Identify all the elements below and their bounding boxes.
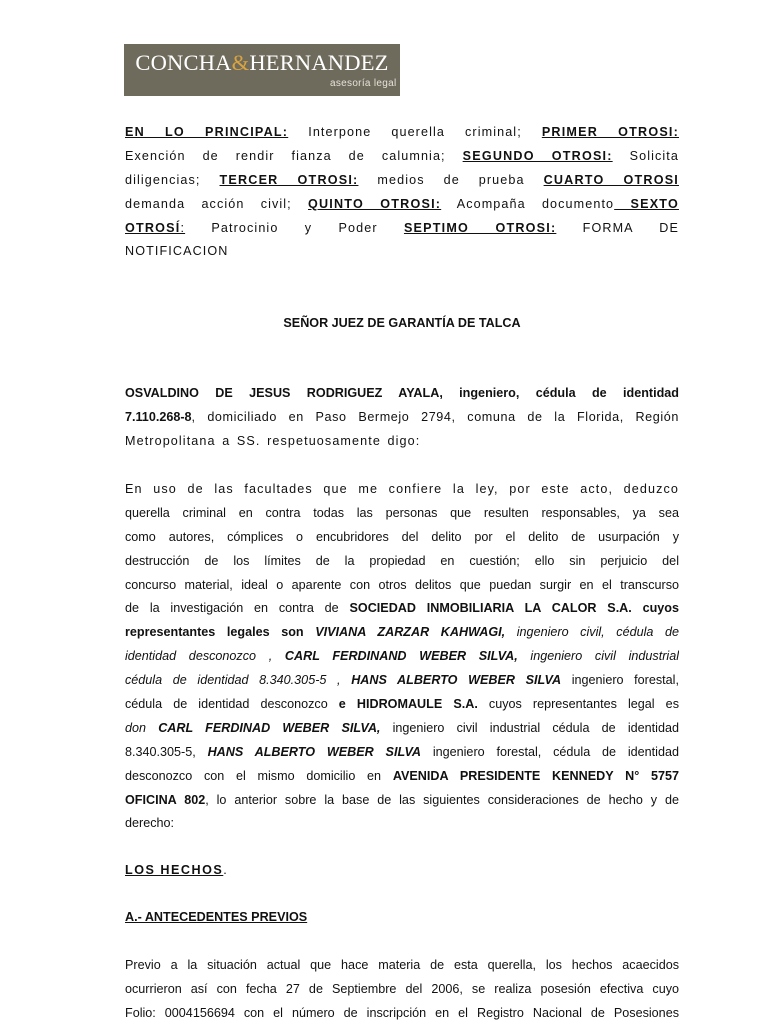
- addressee: SEÑOR JUEZ DE GARANTÍA DE TALCA: [283, 316, 521, 330]
- main-paragraph: En uso de las facultades que me confiere la ley, por este acto, deduzco querella criminal en contra todas las personas que resulten responsables, ya sea como autores, cómplices o encubridores del delito por el delito de usurpación y destrucción de los límites de la propiedad en cuestión; ello sin perjuicio del concurso material, ideal o aparente con otros delitos que puedan surgir en el transcurso de la investigación en contra de SOCIEDAD INMOBILIARIA LA CALOR S.A. cuyos representantes legales son VIVIANA ZARZAR KAHWAGI, ingeniero civil, cédula de identidad desconozco , CARL FERDINAND WEBER SILVA, ingeniero civil industrial cédula de identidad 8.340.305-5 , HANS ALBERTO WEBER SILVA ingeniero forestal, cédula de identidad desconozco e HIDROMAULE S.A. cuyos representantes legal es don CARL FERDINAD WEBER SILVA, ingeniero civil industrial cédula de identidad 8.340.305-5, HANS ALBERTO WEBER SILVA ingeniero forestal, cédula de identidad desconozco con el mismo domicilio en AVENIDA PRESIDENTE KENNEDY N° 5757 OFICINA 802, lo anterior sobre la base de las siguientes consideraciones de hecho y de derecho:: [125, 482, 679, 831]
- facts-paragraph: Previo a la situación actual que hace materia de esta querella, los hechos acaecidos ocurrieron así con fecha 27 de Septiembre del 2006, se realiza posesión efectiva cuyo Folio: 0004156694 con el número de inscripción en el Registro Nacional de Posesiones: [125, 958, 679, 1020]
- party-identification: OSVALDINO DE JESUS RODRIGUEZ AYALA, ingeniero, cédula de identidad 7.110.268-8, domiciliado en Paso Bermejo 2794, comuna de la Florida, Región Metropolitana a SS. respetuosamente digo:: [125, 386, 679, 448]
- firm-logo: [124, 44, 400, 96]
- subsection-heading-a: A.- ANTECEDENTES PREVIOS: [125, 910, 308, 924]
- section-heading-hechos: LOS HECHOS.: [125, 863, 227, 877]
- logo-wordmark: CONCHA&HERNANDEZ: [135, 50, 389, 75]
- logo-subtitle: asesoría legal: [330, 78, 397, 89]
- petition-summary: EN LO PRINCIPAL: Interpone querella criminal; PRIMER OTROSI: Exención de rendir fianza de calumnia; SEGUNDO OTROSI: Solicita diligencias; TERCER OTROSI: medios de prueba CUARTO OTROSI demanda acción civil; QUINTO OTROSI: Acompaña documento SEXTO OTROSÍ: Patrocinio y Poder SEPTIMO OTROSI: FORMA DE NOTIFICACION: [125, 125, 679, 259]
